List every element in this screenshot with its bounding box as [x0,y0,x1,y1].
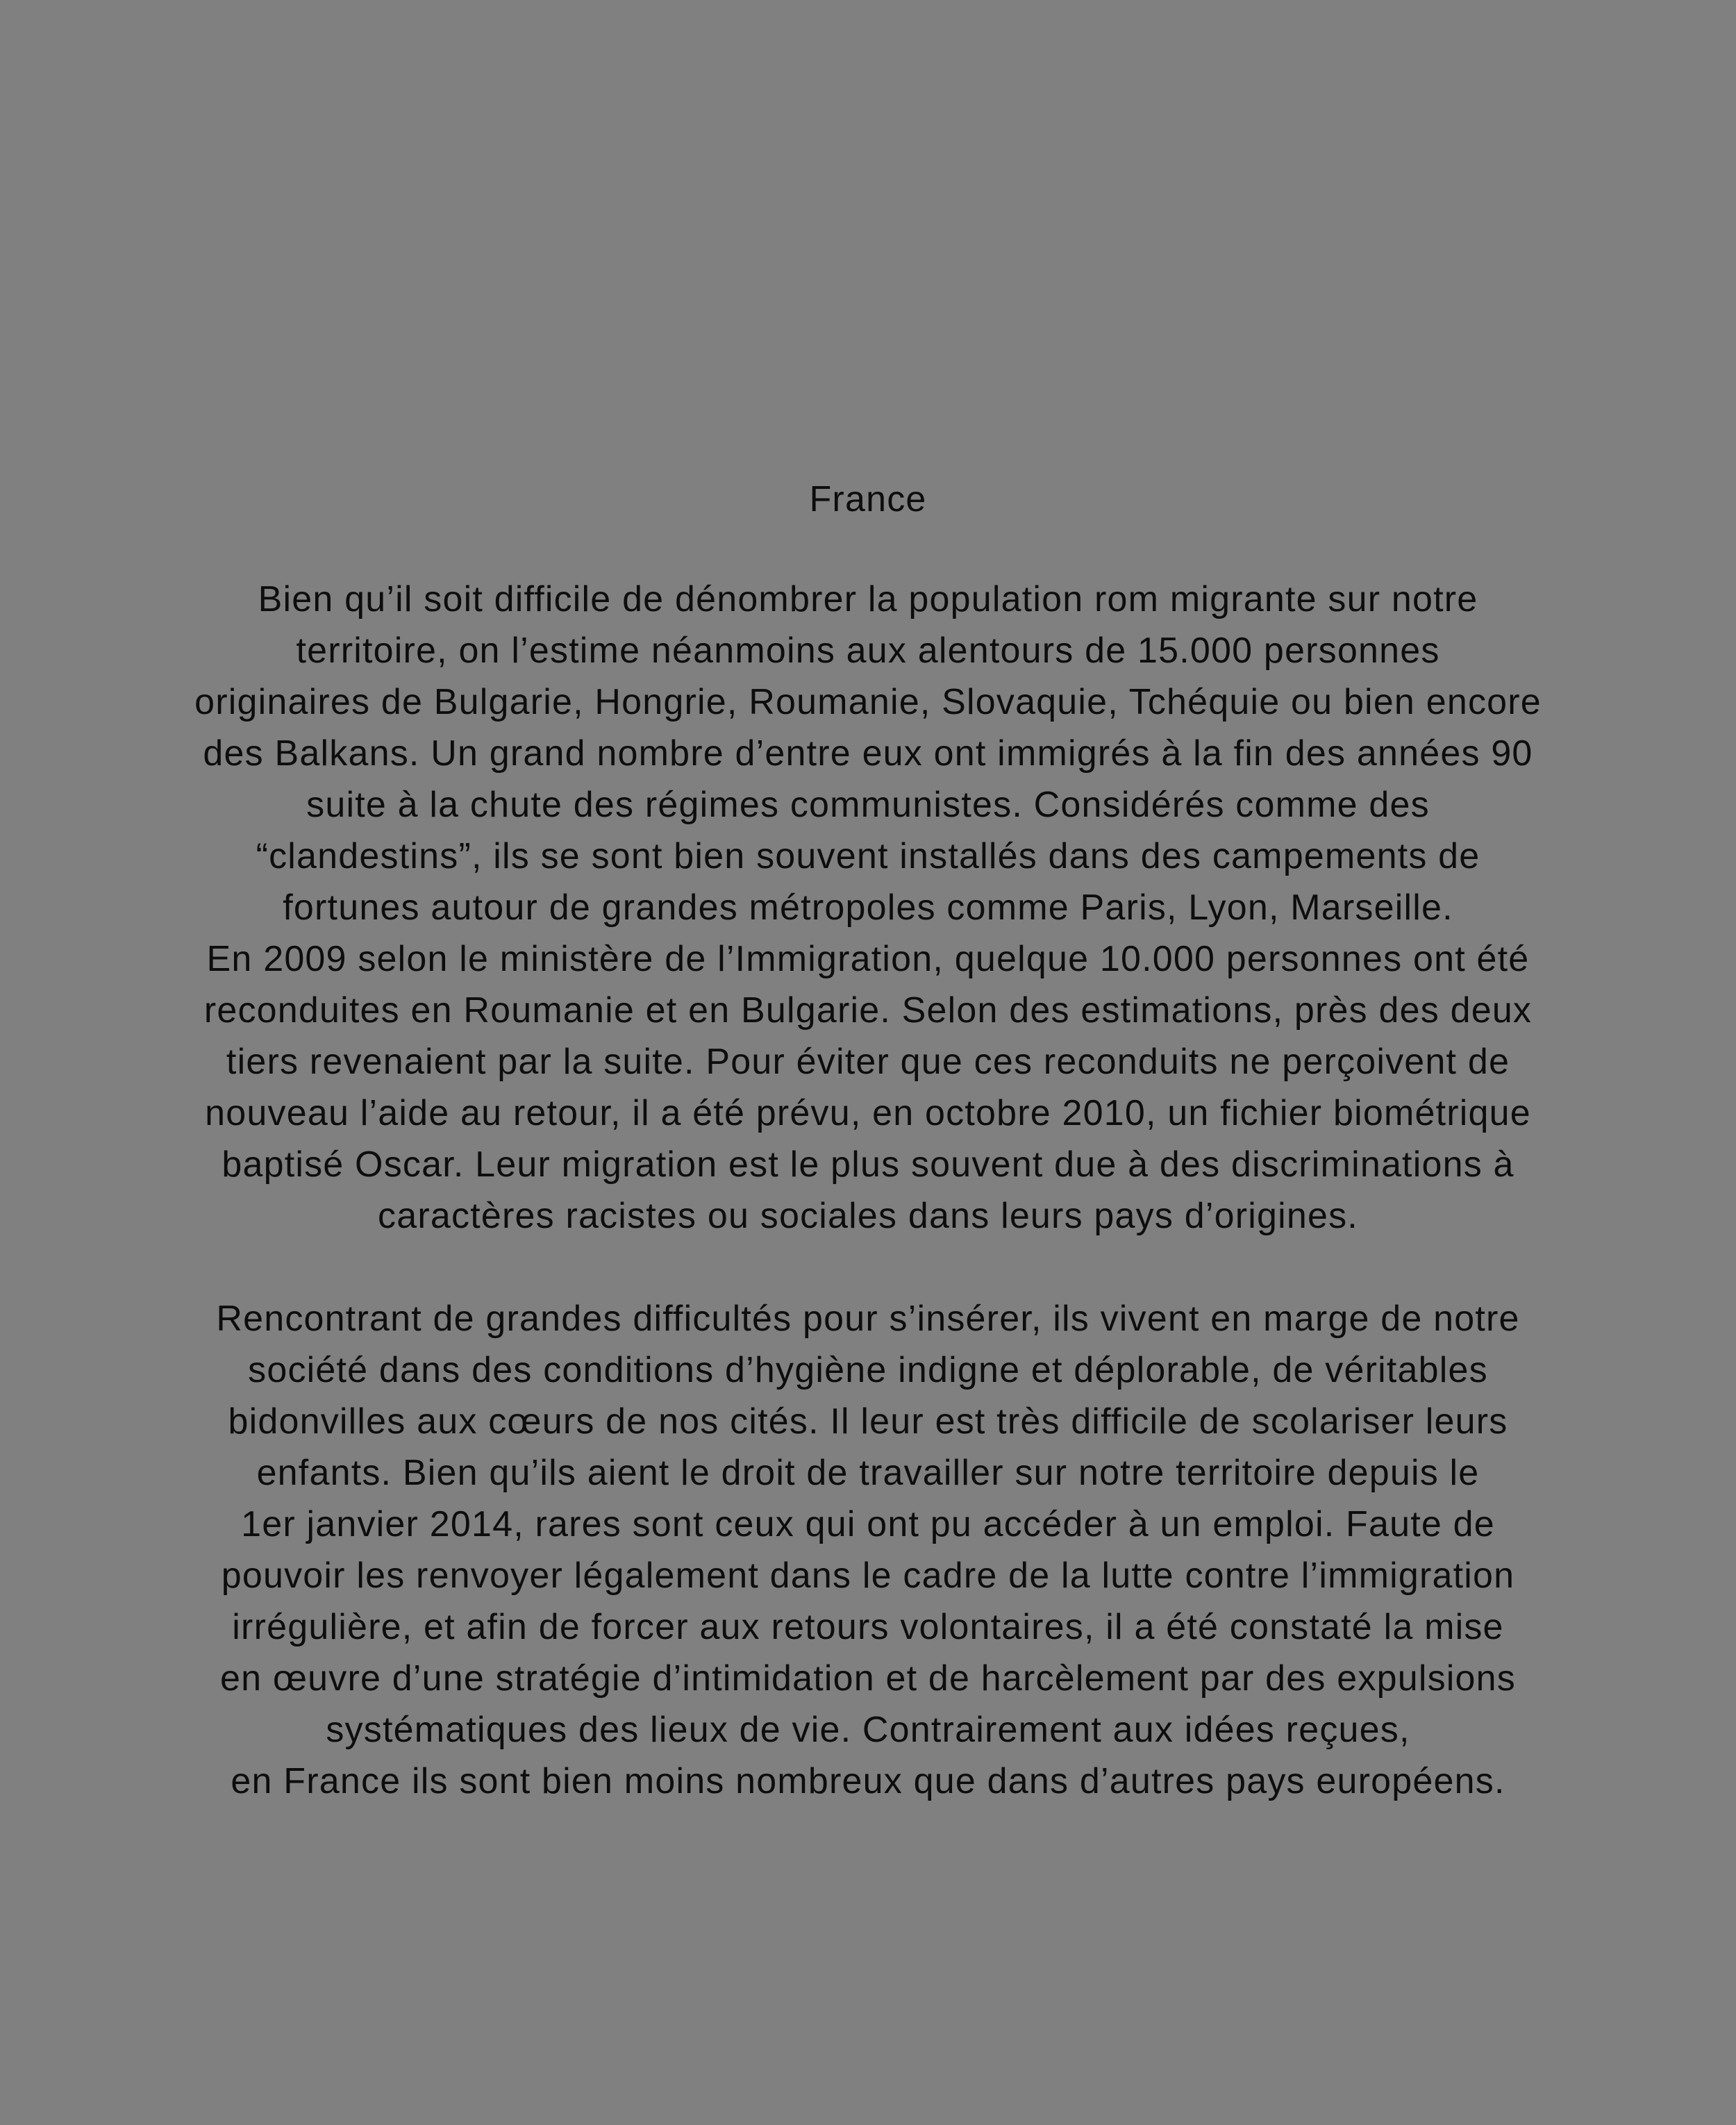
text-line: irrégulière, et afin de forcer aux retours volontaires, il a été constaté la mise [232,1607,1504,1647]
text-line: enfants. Bien qu’ils aient le droit de travailler sur notre territoire depuis le [256,1453,1480,1493]
text-line: caractères racistes ou sociales dans leurs pays d’origines. [378,1196,1358,1236]
text-line: reconduites en Roumanie et en Bulgarie. Selon des estimations, près des deux [203,990,1533,1031]
text-line: systématiques des lieux de vie. Contrairement aux idées reçues, [326,1710,1410,1750]
text-line: originaires de Bulgarie, Hongrie, Roumanie, Slovaquie, Tchéquie ou bien encore [194,682,1542,722]
spacer [0,526,1736,574]
text-line: baptisé Oscar. Leur migration est le plus souvent due à des discriminations à [222,1144,1514,1185]
text-block [0,472,1736,1807]
paragraph-1 [0,574,1736,1242]
document-title: France [809,479,927,519]
text-line: “clandestins”, ils se sont bien souvent installés dans des campements de [256,836,1480,876]
text-line: fortunes autour de grandes métropoles comme Paris, Lyon, Marseille. [283,888,1453,928]
text-line: Rencontrant de grandes difficultés pour s’insérer, ils vivent en marge de notre [216,1299,1520,1339]
text-line: en œuvre d’une stratégie d’intimidation et de harcèlement par des expulsions [220,1658,1516,1699]
text-line: territoire, on l’estime néanmoins aux alentours de 15.000 personnes [296,631,1440,671]
text-line: Bien qu’il soit difficile de dénombrer la population rom migrante sur notre [258,579,1478,619]
text-line: nouveau l’aide au retour, il a été prévu, en octobre 2010, un fichier biométrique [205,1093,1531,1133]
spacer [0,1242,1736,1293]
text-line: en France ils sont bien moins nombreux que dans d’autres pays européens. [231,1761,1505,1801]
text-line: des Balkans. Un grand nombre d’entre eux ont immigrés à la fin des années 90 [203,733,1533,774]
text-line: bidonvilles aux cœurs de nos cités. Il leur est très difficile de scolariser leurs [228,1401,1508,1442]
text-line: pouvoir les renvoyer légalement dans le cadre de la lutte contre l’immigration [221,1556,1515,1596]
paragraph-2 [0,1293,1736,1807]
text-line: suite à la chute des régimes communistes. Considérés comme des [306,785,1430,825]
text-line: société dans des conditions d’hygiène indigne et déplorable, de véritables [248,1350,1488,1390]
text-line: En 2009 selon le ministère de l’Immigration, quelque 10.000 personnes ont été [206,939,1530,979]
text-line: 1er janvier 2014, rares sont ceux qui ont pu accéder à un emploi. Faute de [241,1504,1495,1544]
text-line: tiers revenaient par la suite. Pour éviter que ces reconduits ne perçoivent de [226,1042,1510,1082]
